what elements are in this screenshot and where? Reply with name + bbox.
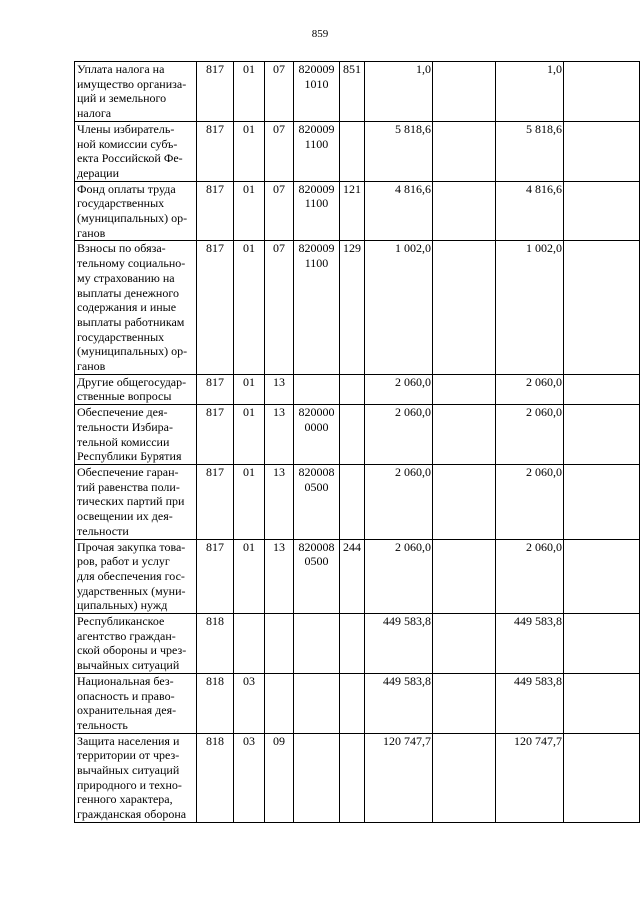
empty-cell: [564, 181, 640, 241]
rz-code: 01: [234, 374, 265, 404]
vr-code: 129: [340, 241, 365, 374]
sum-second: 2 060,0: [496, 374, 564, 404]
sum-second: 449 583,8: [496, 673, 564, 733]
empty-cell: [433, 539, 496, 614]
table-row: [75, 181, 640, 241]
empty-cell: [564, 614, 640, 674]
row-name: Обеспечение гаран- тий равенства поли- тических партий при освещении их дея- тельности: [75, 464, 197, 539]
empty-cell: [564, 121, 640, 181]
empty-cell: [433, 614, 496, 674]
sum-second: 1 002,0: [496, 241, 564, 374]
vr-code: [340, 464, 365, 539]
ved-code: 817: [197, 241, 234, 374]
page-number: 859: [311, 28, 329, 40]
table-row: [75, 62, 640, 122]
pr-code: 09: [265, 733, 294, 822]
csr-code: [294, 673, 340, 733]
ved-code: 817: [197, 62, 234, 122]
vr-code: [340, 374, 365, 404]
sum-first: 2 060,0: [365, 539, 433, 614]
empty-cell: [433, 181, 496, 241]
pr-code: 07: [265, 121, 294, 181]
table-row: [75, 464, 640, 539]
sum-first: 449 583,8: [365, 614, 433, 674]
empty-cell: [564, 733, 640, 822]
row-name: Защита населения и территории от чрез- вычайных ситуаций природного и техно- генного характера, гражданская оборона: [75, 733, 197, 822]
empty-cell: [433, 121, 496, 181]
rz-code: 01: [234, 539, 265, 614]
ved-code: 818: [197, 733, 234, 822]
ved-code: 817: [197, 181, 234, 241]
empty-cell: [564, 673, 640, 733]
empty-cell: [433, 241, 496, 374]
sum-first: 2 060,0: [365, 464, 433, 539]
rz-code: 03: [234, 733, 265, 822]
ved-code: 818: [197, 673, 234, 733]
vr-code: [340, 405, 365, 465]
empty-cell: [433, 673, 496, 733]
sum-second: 2 060,0: [496, 405, 564, 465]
sum-first: 2 060,0: [365, 374, 433, 404]
table-row: [75, 374, 640, 404]
sum-second: 2 060,0: [496, 539, 564, 614]
empty-cell: [564, 405, 640, 465]
table-row: [75, 733, 640, 822]
csr-code: 820009 1010: [294, 62, 340, 122]
row-name: Фонд оплаты труда государственных (муниципальных) ор- ганов: [75, 181, 197, 241]
rz-code: 01: [234, 241, 265, 374]
csr-code: 820009 1100: [294, 241, 340, 374]
row-name: Другие общегосудар- ственные вопросы: [75, 374, 197, 404]
ved-code: 817: [197, 539, 234, 614]
vr-code: 121: [340, 181, 365, 241]
csr-code: 820008 0500: [294, 464, 340, 539]
sum-first: 2 060,0: [365, 405, 433, 465]
pr-code: 13: [265, 464, 294, 539]
table-row: [75, 539, 640, 614]
ved-code: 817: [197, 405, 234, 465]
ved-code: 817: [197, 121, 234, 181]
sum-second: 449 583,8: [496, 614, 564, 674]
csr-code: 820008 0500: [294, 539, 340, 614]
empty-cell: [564, 539, 640, 614]
empty-cell: [564, 241, 640, 374]
sum-second: 1,0: [496, 62, 564, 122]
sum-first: 120 747,7: [365, 733, 433, 822]
rz-code: 03: [234, 673, 265, 733]
rz-code: 01: [234, 62, 265, 122]
vr-code: [340, 121, 365, 181]
rz-code: 01: [234, 181, 265, 241]
empty-cell: [433, 464, 496, 539]
row-name: Национальная без- опасность и право- охранительная дея- тельность: [75, 673, 197, 733]
vr-code: [340, 673, 365, 733]
vr-code: [340, 733, 365, 822]
vr-code: 851: [340, 62, 365, 122]
table-body: [75, 62, 640, 823]
row-name: Прочая закупка това- ров, работ и услуг для обеспечения гос- ударственных (муни- ципальных) нужд: [75, 539, 197, 614]
table-row: [75, 673, 640, 733]
empty-cell: [564, 62, 640, 122]
row-name: Обеспечение дея- тельности Избира- тельной комиссии Республики Бурятия: [75, 405, 197, 465]
ved-code: 817: [197, 374, 234, 404]
empty-cell: [433, 733, 496, 822]
sum-second: 5 818,6: [496, 121, 564, 181]
csr-code: [294, 733, 340, 822]
empty-cell: [564, 374, 640, 404]
sum-first: 449 583,8: [365, 673, 433, 733]
sum-second: 120 747,7: [496, 733, 564, 822]
table-row: [75, 405, 640, 465]
sum-first: 4 816,6: [365, 181, 433, 241]
rz-code: [234, 614, 265, 674]
csr-code: 820000 0000: [294, 405, 340, 465]
vr-code: 244: [340, 539, 365, 614]
empty-cell: [433, 374, 496, 404]
table-row: [75, 241, 640, 374]
ved-code: 818: [197, 614, 234, 674]
pr-code: 07: [265, 62, 294, 122]
rz-code: 01: [234, 405, 265, 465]
empty-cell: [433, 405, 496, 465]
pr-code: 13: [265, 374, 294, 404]
row-name: Взносы по обяза- тельному социально- му страхованию на выплаты денежного содержания и иные выплаты работникам государственных (муниципальных) ор- ганов: [75, 241, 197, 374]
csr-code: 820009 1100: [294, 121, 340, 181]
empty-cell: [564, 464, 640, 539]
row-name: Члены избиратель- ной комиссии субъ- екта Российской Фе- дерации: [75, 121, 197, 181]
rz-code: 01: [234, 464, 265, 539]
pr-code: 07: [265, 241, 294, 374]
empty-cell: [433, 62, 496, 122]
csr-code: 820009 1100: [294, 181, 340, 241]
row-name: Уплата налога на имущество организа- ций и земельного налога: [75, 62, 197, 122]
sum-first: 1,0: [365, 62, 433, 122]
pr-code: 13: [265, 539, 294, 614]
ved-code: 817: [197, 464, 234, 539]
row-name: Республиканское агентство граждан- ской обороны и чрез- вычайных ситуаций: [75, 614, 197, 674]
table-row: [75, 614, 640, 674]
vr-code: [340, 614, 365, 674]
pr-code: [265, 614, 294, 674]
table-row: [75, 121, 640, 181]
sum-first: 5 818,6: [365, 121, 433, 181]
csr-code: [294, 374, 340, 404]
budget-table: [74, 61, 640, 823]
pr-code: [265, 673, 294, 733]
pr-code: 07: [265, 181, 294, 241]
sum-first: 1 002,0: [365, 241, 433, 374]
pr-code: 13: [265, 405, 294, 465]
csr-code: [294, 614, 340, 674]
rz-code: 01: [234, 121, 265, 181]
sum-second: 4 816,6: [496, 181, 564, 241]
sum-second: 2 060,0: [496, 464, 564, 539]
